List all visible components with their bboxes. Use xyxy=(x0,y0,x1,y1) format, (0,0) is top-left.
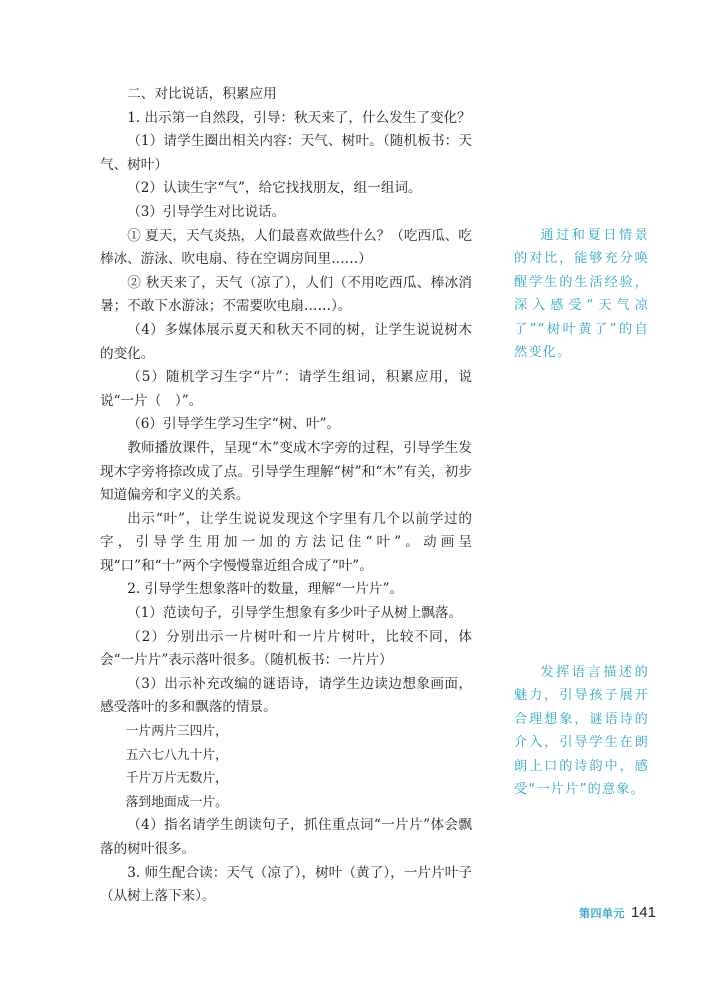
paragraph: （3）出示补充改编的谜语诗，请学生边读边想象画面，感受落叶的多和飘落的情景。 xyxy=(100,675,472,716)
paragraph: （1）请学生圈出相关内容：天气、树叶。（随机板书：天气、树叶） xyxy=(100,133,472,173)
paragraph: （4）多媒体展示夏天和秋天不同的树，让学生说说树木的变化。 xyxy=(100,321,472,362)
paragraph: （3）引导学生对比说话。 xyxy=(127,203,286,220)
paragraph: （2）分别出示一片树叶和一片片树叶，比较不同，体会“一片片”表示落叶很多。（随机板书：一片片） xyxy=(100,628,472,669)
poem-line: 落到地面成一片。 xyxy=(125,794,228,810)
riddle-poem xyxy=(100,720,472,814)
paragraph: 教师播放课件，呈现“木”变成木字旁的过程，引导学生发现木字旁将捺改成了点。引导学生理解“树”和“木”有关，初步知道偏旁和字义的关系。 xyxy=(100,439,472,504)
paragraph: ① 夏天，天气炎热，人们最喜欢做些什么？（吃西瓜、吃棒冰、游泳、吹电扇、待在空调房间里……） xyxy=(100,227,472,268)
paragraph: （1）范读句子，引导学生想象有多少叶子从树上飘落。 xyxy=(127,605,463,622)
page-number: 141 xyxy=(630,904,656,921)
paragraph: 2. 引导学生想象落叶的数量，理解“一片片”。 xyxy=(127,581,404,598)
paragraph: 出示“叶”，让学生说说发现这个字里有几个以前学过的字，引导学生用加一加的方法记住“叶”。动画呈现“口”和“十”两个字慢慢靠近组合成了“叶”。 xyxy=(100,510,472,574)
main-text xyxy=(100,83,472,909)
paragraph: 3. 师生配合读：天气（凉了），树叶（黄了），一片片叶子（从树上落下来）。 xyxy=(100,864,472,905)
paragraph: （2）认读生字“气”，给它找找朋友，组一组词。 xyxy=(127,180,422,197)
paragraph: 1. 出示第一自然段，引导：秋天来了，什么发生了变化？ xyxy=(127,109,471,126)
section-heading: 二、对比说话，积累应用 xyxy=(127,86,277,102)
page-footer xyxy=(579,904,656,921)
paragraph: （6）引导学生学习生字“树、叶”。 xyxy=(127,416,341,433)
poem-line: 五六七八九十片， xyxy=(125,747,228,763)
unit-label: 第四单元 xyxy=(578,907,625,920)
poem-line: 一片两片三四片， xyxy=(125,724,228,740)
poem-line: 千片万片无数片， xyxy=(125,771,228,787)
margin-note-2: 发挥语言描述的魅力，引导孩子展开合理想象，谜语诗的介入，引导学生在朗朗上口的诗韵中，感受“一片片”的意象。 xyxy=(514,665,649,798)
paragraph: （5）随机学习生字“片”：请学生组词，积累应用，说说“一片（ ）”。 xyxy=(100,369,472,409)
paragraph: （4）指名请学生朗读句子，抓住重点词“一片片”体会飘落的树叶很多。 xyxy=(100,817,472,857)
margin-note-1: 通过和夏日情景的对比，能够充分唤醒学生的生活经验，深入感受“天气凉了”“树叶黄了”的自然变化。 xyxy=(514,228,649,361)
paragraph: ② 秋天来了，天气（凉了），人们（不用吃西瓜、棒冰消暑；不敢下水游泳；不需要吹电扇……）。 xyxy=(100,274,472,315)
